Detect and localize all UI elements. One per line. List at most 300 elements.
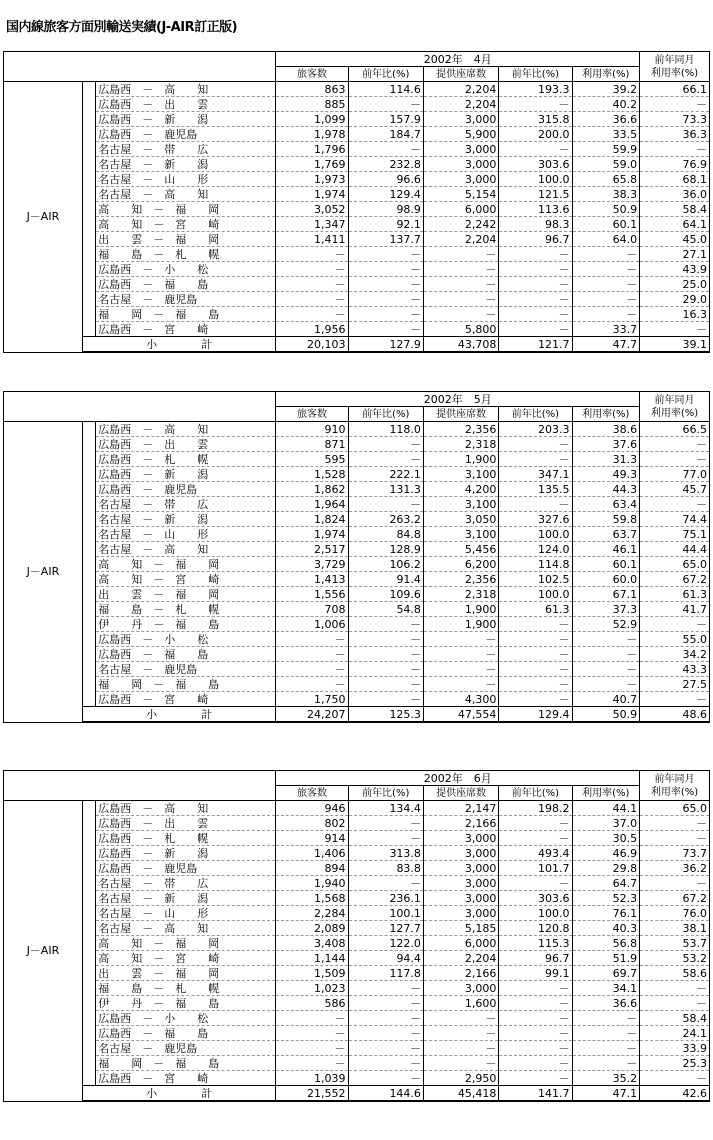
value-cell: 263.2 [348, 512, 423, 527]
table-row [4, 1011, 710, 1026]
value-cell: － [499, 292, 572, 307]
table-row [4, 1056, 710, 1071]
month-header: 2002年 4月 [276, 52, 640, 67]
subtotal-value: 144.6 [348, 1086, 423, 1102]
table-row [4, 677, 710, 692]
value-cell: 34.1 [572, 981, 640, 996]
value-cell: － [499, 1011, 572, 1026]
value-cell: 83.8 [348, 861, 423, 876]
value-cell: 98.3 [499, 217, 572, 232]
table-row [4, 572, 710, 587]
month-table [3, 770, 710, 1102]
page-title: 国内線旅客方面別輸送実績(J-AIR訂正版) [6, 20, 238, 35]
route-cell: 広島西 － 福 島 [96, 647, 276, 662]
value-cell: 74.4 [640, 512, 710, 527]
table-row [4, 1041, 710, 1056]
value-cell: － [348, 816, 423, 831]
value-cell: － [276, 1011, 348, 1026]
value-cell: 1,528 [276, 467, 348, 482]
value-cell: － [276, 292, 348, 307]
value-cell: 38.3 [572, 187, 640, 202]
value-cell: 303.6 [499, 157, 572, 172]
value-cell: 1,347 [276, 217, 348, 232]
route-cell: 出 雲 － 福 岡 [96, 232, 276, 247]
value-cell: － [423, 277, 498, 292]
route-cell: 広島西 － 高 知 [96, 422, 276, 437]
route-cell: 名古屋 － 山 形 [96, 172, 276, 187]
value-cell: － [276, 277, 348, 292]
table-row [4, 217, 710, 232]
value-cell: － [499, 307, 572, 322]
value-cell: 53.2 [640, 951, 710, 966]
value-cell: － [640, 876, 710, 891]
route-cell: 出 雲 － 福 岡 [96, 966, 276, 981]
value-cell: 3,000 [423, 831, 498, 846]
route-cell: 高 知 － 宮 崎 [96, 951, 276, 966]
column-header: 旅客数 [276, 407, 348, 422]
value-cell: 106.2 [348, 557, 423, 572]
value-cell: － [348, 981, 423, 996]
value-cell: 3,000 [423, 172, 498, 187]
value-cell: 63.4 [572, 497, 640, 512]
value-cell: － [348, 617, 423, 632]
value-cell: 232.8 [348, 157, 423, 172]
value-cell: 37.0 [572, 816, 640, 831]
subtotal-value: 47.1 [572, 1086, 640, 1102]
value-cell: － [640, 981, 710, 996]
value-cell: 100.0 [499, 527, 572, 542]
route-cell: 広島西 － 新 潟 [96, 112, 276, 127]
route-cell: 名古屋 － 鹿児島 [96, 292, 276, 307]
subtotal-value: 127.9 [348, 337, 423, 353]
value-cell: 114.6 [348, 82, 423, 97]
value-cell: 2,950 [423, 1071, 498, 1086]
value-cell: 198.2 [499, 801, 572, 816]
value-cell: 3,000 [423, 876, 498, 891]
value-cell: 946 [276, 801, 348, 816]
value-cell: 35.2 [572, 1071, 640, 1086]
value-cell: 5,154 [423, 187, 498, 202]
value-cell: 76.9 [640, 157, 710, 172]
value-cell: 127.7 [348, 921, 423, 936]
table-row [4, 1071, 710, 1086]
value-cell: － [348, 307, 423, 322]
route-cell: 広島西 － 鹿児島 [96, 482, 276, 497]
value-cell: 58.4 [640, 1011, 710, 1026]
column-header: 利用率(%) [572, 67, 640, 82]
subtotal-value: 39.1 [640, 337, 710, 353]
value-cell: 1,750 [276, 692, 348, 707]
value-cell: 203.3 [499, 422, 572, 437]
value-cell: － [572, 292, 640, 307]
value-cell: 36.6 [572, 112, 640, 127]
value-cell: 27.1 [640, 247, 710, 262]
value-cell: － [640, 692, 710, 707]
value-cell: 76.0 [640, 906, 710, 921]
value-cell: － [572, 307, 640, 322]
table-row [4, 202, 710, 217]
value-cell: 303.6 [499, 891, 572, 906]
value-cell: 73.3 [640, 112, 710, 127]
value-cell: 59.8 [572, 512, 640, 527]
value-cell: 59.0 [572, 157, 640, 172]
value-cell: － [276, 1041, 348, 1056]
value-cell: 885 [276, 97, 348, 112]
table-row [4, 647, 710, 662]
table-row [4, 307, 710, 322]
value-cell: － [572, 1056, 640, 1071]
value-cell: 5,456 [423, 542, 498, 557]
table-row [4, 467, 710, 482]
column-header: 前年比(%) [499, 786, 572, 801]
value-cell: － [348, 677, 423, 692]
route-cell: 名古屋 － 高 知 [96, 921, 276, 936]
value-cell: 315.8 [499, 112, 572, 127]
value-cell: － [276, 307, 348, 322]
value-cell: 58.4 [640, 202, 710, 217]
value-cell: 25.3 [640, 1056, 710, 1071]
value-cell: 1,824 [276, 512, 348, 527]
value-cell: － [348, 1011, 423, 1026]
subtotal-value: 24,207 [276, 707, 348, 723]
value-cell: 3,000 [423, 157, 498, 172]
table-row [4, 292, 710, 307]
value-cell: 193.3 [499, 82, 572, 97]
table-row [4, 512, 710, 527]
value-cell: － [499, 876, 572, 891]
value-cell: － [348, 876, 423, 891]
table-row [4, 996, 710, 1011]
value-cell: 1,973 [276, 172, 348, 187]
value-cell: － [276, 662, 348, 677]
value-cell: 4,200 [423, 482, 498, 497]
value-cell: 16.3 [640, 307, 710, 322]
value-cell: 99.1 [499, 966, 572, 981]
value-cell: － [499, 996, 572, 1011]
route-cell: 高 知 － 福 岡 [96, 936, 276, 951]
value-cell: － [499, 662, 572, 677]
table-row [4, 831, 710, 846]
value-cell: － [348, 1071, 423, 1086]
value-cell: 118.0 [348, 422, 423, 437]
value-cell: 46.1 [572, 542, 640, 557]
value-cell: 2,166 [423, 966, 498, 981]
route-cell: 福 島 － 札 幌 [96, 602, 276, 617]
value-cell: 100.0 [499, 172, 572, 187]
prev-year-unit: 利用率(%) [650, 786, 699, 798]
route-cell: 広島西 － 宮 崎 [96, 322, 276, 337]
value-cell: 3,050 [423, 512, 498, 527]
value-cell: 157.9 [348, 112, 423, 127]
value-cell: 1,411 [276, 232, 348, 247]
route-cell: 広島西 － 福 島 [96, 277, 276, 292]
subtotal-value: 125.3 [348, 707, 423, 723]
value-cell: 1,964 [276, 497, 348, 512]
value-cell: 2,204 [423, 951, 498, 966]
value-cell: 100.1 [348, 906, 423, 921]
value-cell: 46.9 [572, 846, 640, 861]
header-row [4, 771, 710, 786]
route-cell: 福 岡 － 福 島 [96, 677, 276, 692]
table-row [4, 452, 710, 467]
value-cell: 29.0 [640, 292, 710, 307]
subtotal-value: 129.4 [499, 707, 572, 723]
value-cell: 1,900 [423, 452, 498, 467]
value-cell: 236.1 [348, 891, 423, 906]
route-cell: 広島西 － 小 松 [96, 632, 276, 647]
subtotal-label: 小 計 [82, 337, 276, 353]
route-cell: 名古屋 － 鹿児島 [96, 1041, 276, 1056]
table-row [4, 602, 710, 617]
value-cell: 3,000 [423, 891, 498, 906]
month-table [3, 391, 710, 723]
value-cell: 52.9 [572, 617, 640, 632]
value-cell: － [499, 277, 572, 292]
route-cell: 広島西 － 小 松 [96, 262, 276, 277]
month-header: 2002年 5月 [276, 392, 640, 407]
route-cell: 広島西 － 出 雲 [96, 97, 276, 112]
value-cell: 33.5 [572, 127, 640, 142]
subtotal-row [4, 337, 710, 353]
value-cell: 56.8 [572, 936, 640, 951]
value-cell: 50.9 [572, 202, 640, 217]
value-cell: 3,000 [423, 142, 498, 157]
table-row [4, 936, 710, 951]
route-cell: 広島西 － 札 幌 [96, 452, 276, 467]
header-blank [4, 771, 276, 801]
value-cell: 1,144 [276, 951, 348, 966]
value-cell: 2,204 [423, 82, 498, 97]
value-cell: 3,000 [423, 981, 498, 996]
value-cell: 65.8 [572, 172, 640, 187]
value-cell: 31.3 [572, 452, 640, 467]
table-row [4, 97, 710, 112]
route-cell: 広島西 － 高 知 [96, 82, 276, 97]
subtotal-value: 50.9 [572, 707, 640, 723]
subtotal-value: 47,554 [423, 707, 498, 723]
value-cell: 5,185 [423, 921, 498, 936]
value-cell: 25.0 [640, 277, 710, 292]
value-cell: 586 [276, 996, 348, 1011]
value-cell: 3,000 [423, 906, 498, 921]
table-row [4, 172, 710, 187]
value-cell: 3,000 [423, 112, 498, 127]
value-cell: 595 [276, 452, 348, 467]
value-cell: － [572, 277, 640, 292]
value-cell: － [348, 662, 423, 677]
value-cell: 1,956 [276, 322, 348, 337]
value-cell: － [423, 262, 498, 277]
value-cell: － [348, 831, 423, 846]
value-cell: 49.3 [572, 467, 640, 482]
table-row [4, 1026, 710, 1041]
value-cell: － [276, 1026, 348, 1041]
value-cell: 1,900 [423, 617, 498, 632]
value-cell: 1,413 [276, 572, 348, 587]
value-cell: 64.0 [572, 232, 640, 247]
table-row [4, 906, 710, 921]
value-cell: 2,204 [423, 232, 498, 247]
value-cell: 2,166 [423, 816, 498, 831]
value-cell: － [640, 816, 710, 831]
value-cell: － [423, 247, 498, 262]
table-row [4, 876, 710, 891]
value-cell: － [348, 632, 423, 647]
value-cell: 67.2 [640, 572, 710, 587]
value-cell: － [572, 1041, 640, 1056]
table-row [4, 861, 710, 876]
value-cell: － [572, 247, 640, 262]
route-cell: 高 知 － 宮 崎 [96, 572, 276, 587]
subtotal-row [4, 1086, 710, 1102]
value-cell: － [348, 1026, 423, 1041]
value-cell: － [276, 647, 348, 662]
value-cell: 52.3 [572, 891, 640, 906]
value-cell: 113.6 [499, 202, 572, 217]
prev-year-unit: 利用率(%) [650, 407, 699, 419]
value-cell: － [640, 617, 710, 632]
value-cell: 3,100 [423, 527, 498, 542]
value-cell: － [499, 617, 572, 632]
prev-year-label: 前年同月 [654, 54, 695, 66]
value-cell: － [499, 981, 572, 996]
subtotal-value: 48.6 [640, 707, 710, 723]
value-cell: 1,769 [276, 157, 348, 172]
value-cell: 114.8 [499, 557, 572, 572]
value-cell: 67.1 [572, 587, 640, 602]
value-cell: 101.7 [499, 861, 572, 876]
value-cell: － [423, 1041, 498, 1056]
route-cell: 広島西 － 新 潟 [96, 846, 276, 861]
value-cell: 3,729 [276, 557, 348, 572]
value-cell: － [640, 322, 710, 337]
value-cell: 84.8 [348, 527, 423, 542]
value-cell: － [640, 97, 710, 112]
value-cell: 64.1 [640, 217, 710, 232]
subtotal-value: 141.7 [499, 1086, 572, 1102]
value-cell: 39.2 [572, 82, 640, 97]
route-cell: 高 知 － 宮 崎 [96, 217, 276, 232]
route-cell: 広島西 － 出 雲 [96, 816, 276, 831]
value-cell: － [640, 1071, 710, 1086]
value-cell: 2,356 [423, 422, 498, 437]
route-cell: 広島西 － 福 島 [96, 1026, 276, 1041]
value-cell: 2,517 [276, 542, 348, 557]
value-cell: 184.7 [348, 127, 423, 142]
value-cell: 1,974 [276, 187, 348, 202]
value-cell: 2,318 [423, 437, 498, 452]
value-cell: － [348, 142, 423, 157]
value-cell: 38.6 [572, 422, 640, 437]
value-cell: 1,940 [276, 876, 348, 891]
value-cell: 44.3 [572, 482, 640, 497]
value-cell: － [640, 142, 710, 157]
value-cell: 64.7 [572, 876, 640, 891]
table-row [4, 482, 710, 497]
value-cell: 102.5 [499, 572, 572, 587]
value-cell: － [423, 662, 498, 677]
table-row [4, 662, 710, 677]
value-cell: 2,318 [423, 587, 498, 602]
value-cell: 67.2 [640, 891, 710, 906]
value-cell: － [348, 97, 423, 112]
value-cell: 124.0 [499, 542, 572, 557]
table-row [4, 112, 710, 127]
header-row [4, 52, 710, 67]
table-row [4, 232, 710, 247]
value-cell: 33.9 [640, 1041, 710, 1056]
value-cell: 55.0 [640, 632, 710, 647]
value-cell: － [499, 262, 572, 277]
value-cell: － [348, 647, 423, 662]
value-cell: － [640, 831, 710, 846]
value-cell: － [423, 307, 498, 322]
value-cell: 2,356 [423, 572, 498, 587]
value-cell: 40.2 [572, 97, 640, 112]
route-cell: 広島西 － 札 幌 [96, 831, 276, 846]
value-cell: － [348, 322, 423, 337]
value-cell: 36.6 [572, 996, 640, 1011]
value-cell: 3,100 [423, 497, 498, 512]
value-cell: 120.8 [499, 921, 572, 936]
value-cell: － [348, 1041, 423, 1056]
value-cell: 45.7 [640, 482, 710, 497]
table-row [4, 801, 710, 816]
table-row [4, 157, 710, 172]
value-cell: 3,000 [423, 861, 498, 876]
value-cell: 44.1 [572, 801, 640, 816]
value-cell: 117.8 [348, 966, 423, 981]
value-cell: － [423, 1026, 498, 1041]
value-cell: 41.7 [640, 602, 710, 617]
value-cell: － [572, 1026, 640, 1041]
value-cell: 34.2 [640, 647, 710, 662]
airline-label: J－AIR [4, 422, 83, 723]
value-cell: 37.3 [572, 602, 640, 617]
value-cell: 6,200 [423, 557, 498, 572]
route-cell: 高 知 － 福 岡 [96, 557, 276, 572]
route-cell: 伊 丹 － 福 島 [96, 996, 276, 1011]
indent-spacer [82, 422, 96, 707]
value-cell: 1,568 [276, 891, 348, 906]
value-cell: 871 [276, 437, 348, 452]
value-cell: 59.9 [572, 142, 640, 157]
route-cell: 名古屋 － 帯 広 [96, 497, 276, 512]
route-cell: 広島西 － 出 雲 [96, 437, 276, 452]
table-row [4, 247, 710, 262]
value-cell: － [423, 292, 498, 307]
route-cell: 名古屋 － 鹿児島 [96, 662, 276, 677]
value-cell: 91.4 [348, 572, 423, 587]
table-row [4, 966, 710, 981]
table-row [4, 816, 710, 831]
value-cell: 1,900 [423, 602, 498, 617]
value-cell: － [640, 437, 710, 452]
value-cell: 36.3 [640, 127, 710, 142]
table-row [4, 262, 710, 277]
route-cell: 福 島 － 札 幌 [96, 981, 276, 996]
value-cell: 98.9 [348, 202, 423, 217]
value-cell: － [423, 677, 498, 692]
value-cell: 2,204 [423, 97, 498, 112]
value-cell: 33.7 [572, 322, 640, 337]
value-cell: － [499, 831, 572, 846]
value-cell: 73.7 [640, 846, 710, 861]
value-cell: 24.1 [640, 1026, 710, 1041]
value-cell: － [348, 996, 423, 1011]
value-cell: － [276, 262, 348, 277]
value-cell: － [499, 97, 572, 112]
